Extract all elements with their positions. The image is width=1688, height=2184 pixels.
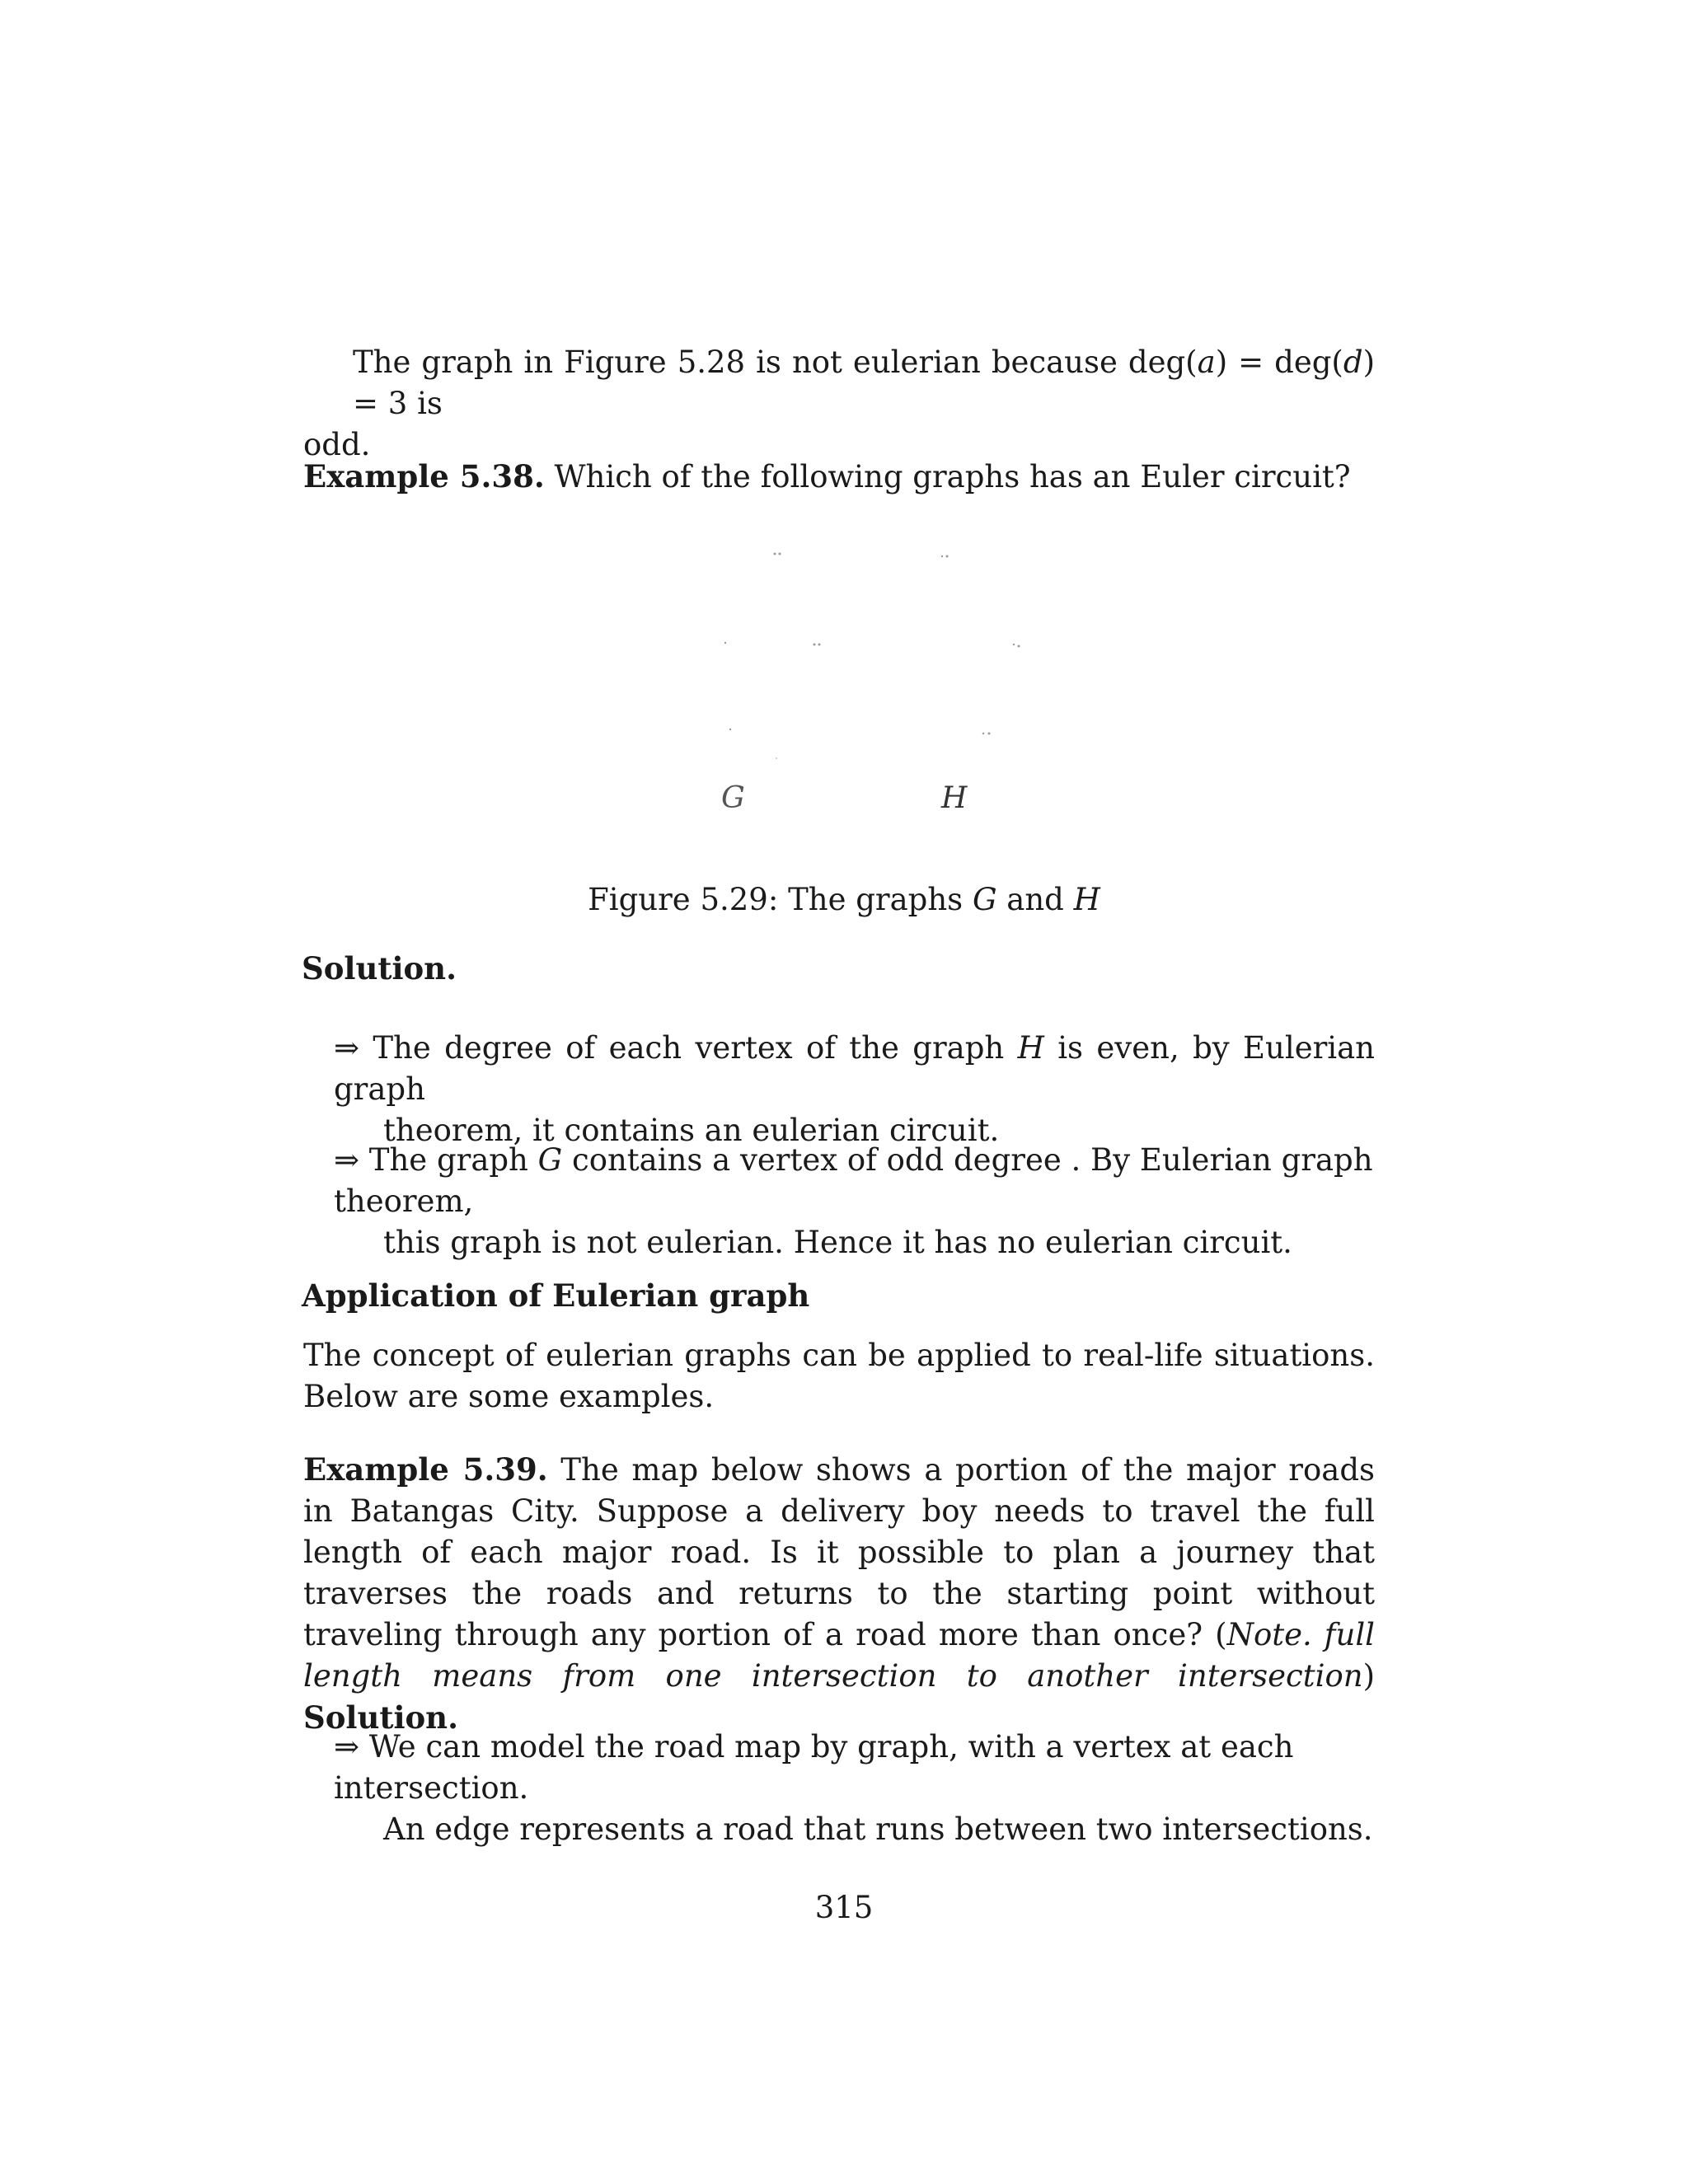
arrow-icon: ⇒ <box>334 1030 360 1066</box>
arrow-icon: ⇒ <box>334 1142 360 1178</box>
graph-h-vertex <box>982 733 984 734</box>
graph-g-vertices <box>724 553 821 759</box>
graph-g-vertex <box>779 553 781 555</box>
graph-g-vertex <box>776 757 777 759</box>
graph-h-label: H <box>941 781 968 815</box>
graph-g-label: G <box>721 781 745 815</box>
intro-line-1: The graph in Figure 5.28 is not eulerian because deg(a) = deg(d) = 3 is <box>353 344 1375 421</box>
figure-caption: Figure 5.29: The graphs G and H <box>588 882 1100 917</box>
example-5-38 <box>303 456 1375 498</box>
solution-heading: Solution. <box>302 950 457 987</box>
solution-bullet-2: ⇒ The graph G contains a vertex of odd degree . By Eulerian graph theorem, this graph is not eulerian. Hence it has no eulerian circuit. <box>334 1142 1373 1260</box>
graph-h-vertex <box>1013 644 1015 645</box>
arrow-icon: ⇒ <box>334 1729 360 1765</box>
intro-paragraph <box>303 342 1375 466</box>
graph-h-vertices <box>941 555 1020 735</box>
solution-bullet-3: ⇒ We can model the road map by graph, with a vertex at each intersection. An edge represents a road that runs between two intersections. <box>334 1729 1373 1847</box>
graph-h-vertex <box>1018 645 1020 648</box>
figure-graphs <box>709 544 1063 841</box>
section-heading: Application of Eulerian graph <box>302 1277 810 1314</box>
example-note: Note. full length means from one intersection to another intersection <box>303 1617 1375 1694</box>
graph-g-vertex <box>724 642 726 644</box>
application-paragraph: The concept of eulerian graphs can be applied to real-life situations. Below are some examples. <box>303 1338 1375 1414</box>
intro-line-2: odd. <box>303 427 371 462</box>
example-label: Example 5.38. <box>303 458 545 494</box>
graph-figure-svg <box>709 544 1063 841</box>
graph-h-vertex <box>988 733 991 735</box>
graph-g-vertex <box>729 729 731 730</box>
graph-h-vertex <box>946 555 949 558</box>
solution-bullet-1: ⇒ The degree of each vertex of the graph H is even, by Eulerian graph theorem, it contains an eulerian circuit. <box>334 1030 1376 1148</box>
page-number: 315 <box>814 1890 874 1925</box>
graph-g-vertex <box>774 553 776 555</box>
graph-g-vertex <box>814 644 816 646</box>
graph-g-vertex <box>818 644 821 646</box>
example-label: Example 5.39. <box>303 1451 548 1488</box>
example-5-39: Example 5.39. The map below shows a portion of the major roads in Batangas City. Suppose a delivery boy needs to travel the full length of each major road. Is it possible to plan a journey that traverses the roads and returns to the starting point without traveling through any portion of a road more than once? (Note. full length means from one intersection to another intersection) Solution. <box>303 1451 1376 1736</box>
graph-h-vertex <box>941 555 943 557</box>
example-question: Which of the following graphs has an Euler circuit? <box>544 459 1351 494</box>
solution-label: Solution. <box>303 1699 458 1736</box>
